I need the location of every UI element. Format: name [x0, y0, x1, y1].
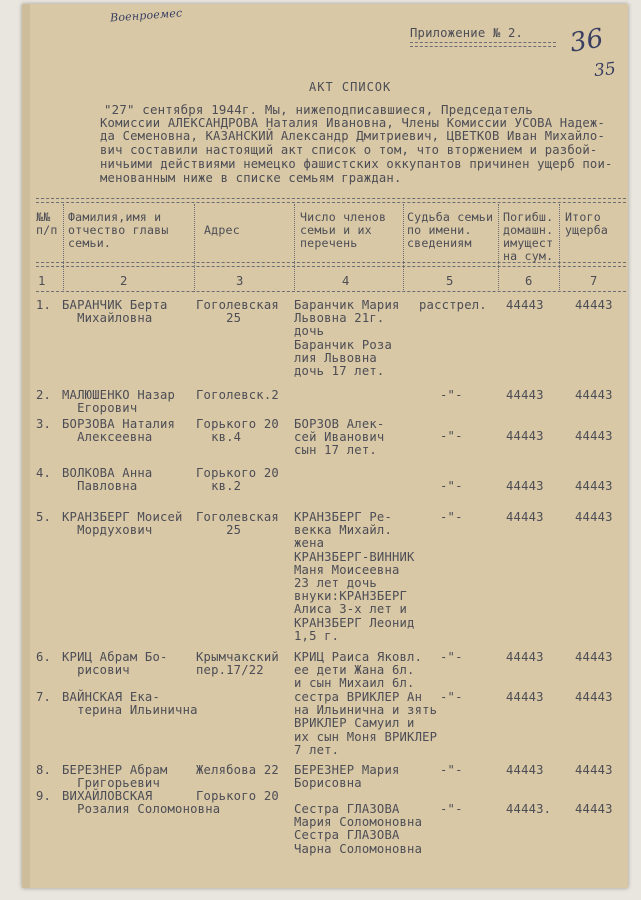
intro-line-5: ничьими действиями немецко фашистских оккупантов причинен ущерб пои-: [100, 157, 613, 171]
row-4-total: 44443: [575, 479, 613, 493]
row-8-members: БЕРЕЗНЕР Мария Борисовна: [294, 763, 400, 791]
col-sep-1: [63, 204, 64, 292]
row-7-members: сестра ВРИКЛЕР Ан на Ильинична и зять ВРИКЛЕР Самуил и их сын Моня ВРИКЛЕР 7 лет.: [294, 690, 438, 757]
col-sep-6: [559, 204, 560, 292]
row-2-total: 44443: [575, 388, 613, 402]
row-6-members: КРИЦ Раиса Яковл. ее дети Жана 6л. и сын Михаил 6л.: [294, 650, 423, 691]
row-5-total: 44443: [575, 510, 613, 524]
col-number-5: 5: [446, 274, 454, 288]
row-6-property: 44443: [506, 650, 544, 664]
row-7-property: 44443: [506, 690, 544, 704]
appendix-label: Приложение № 2.: [410, 26, 524, 40]
col-number-1: 1: [38, 274, 46, 288]
row-5-members: КРАНЗБЕРГ Ре- векка Михайл. жена КРАНЗБЕРГ-ВИННИК Маня Моисеевна 23 лет дочь внуки:КРАНЗБЕРГ Алиса 3-х лет и КРАНЗБЕРГ Леонид 1,5 г.: [294, 510, 415, 643]
table-rule-mid-2: [36, 266, 626, 267]
row-9-num: 9.: [36, 789, 52, 803]
row-7-num: 7.: [36, 690, 52, 704]
row-9-property: 44443.: [506, 802, 552, 816]
row-5-name: КРАНЗБЕРГ Моисей Мордухович: [62, 510, 183, 538]
table-rule-top: [36, 198, 626, 199]
corner-note: Военроемес: [109, 6, 183, 25]
row-2-name: МАЛЮШЕНКО Назар Егорович: [62, 388, 176, 416]
intro-line-3: да Семеновна, КАЗАНСКИЙ Александр Дмитриевич, ЦВЕТКОВ Иван Михайло-: [100, 129, 606, 143]
row-3-num: 3.: [36, 417, 52, 431]
header-address: Адрес: [204, 223, 240, 237]
row-3-total: 44443: [575, 429, 613, 443]
col-number-2: 2: [120, 274, 128, 288]
row-4-property: 44443: [506, 479, 544, 493]
header-fate: Судьба семьи по имени. сведениям: [407, 210, 494, 250]
archive-mark-bottom: 35: [593, 58, 618, 82]
row-9-name: ВИХАЙЛОВСКАЯ Розалия Соломоновна: [62, 789, 221, 817]
row-5-address: Гоголевская 25: [196, 510, 279, 538]
row-2-fate: -"-: [440, 388, 463, 402]
row-3-name: БОРЗОВА Наталия Алексеевна: [62, 417, 176, 445]
appendix-underline: [410, 42, 556, 43]
col-sep-3: [294, 204, 295, 292]
row-9-address: Горького 20: [196, 789, 279, 803]
col-number-6: 6: [525, 274, 533, 288]
document-page: [22, 4, 628, 888]
row-9-fate: -"-: [440, 802, 463, 816]
row-1-name: БАРАНЧИК Берта Михайловна: [62, 298, 168, 326]
row-8-fate: -"-: [440, 763, 463, 777]
intro-line-1: "27" сентября 1944г. Мы, нижеподписавшиеся, Председатель: [104, 102, 533, 117]
row-7-fate: -"-: [440, 690, 463, 704]
row-2-address: Гоголевск.2: [196, 388, 279, 402]
row-4-num: 4.: [36, 466, 52, 480]
intro-line-4: вич составили настоящий акт список о том, что вторжением и разбой-: [100, 143, 598, 157]
row-3-property: 44443: [506, 429, 544, 443]
row-1-total: 44443: [575, 298, 613, 312]
row-8-num: 8.: [36, 763, 52, 777]
doc-title: АКТ СПИСОК: [309, 80, 392, 94]
row-9-members: Сестра ГЛАЗОВА Мария Соломоновна Сестра ГЛАЗОВА Чарна Соломоновна: [294, 802, 423, 856]
intro-line-6: менованным ниже в списке семьям граждан.: [100, 171, 402, 185]
row-4-fate: -"-: [440, 479, 463, 493]
table-rule-top-2: [36, 202, 626, 203]
row-8-total: 44443: [575, 763, 613, 777]
row-8-name: БЕРЕЗНЕР Абрам Григорьевич: [62, 763, 168, 791]
col-sep-5: [498, 204, 499, 292]
col-sep-4: [403, 204, 404, 292]
row-7-total: 44443: [575, 690, 613, 704]
row-4-name: ВОЛКОВА Анна Павловна: [62, 466, 153, 494]
col-number-3: 3: [236, 274, 244, 288]
row-5-fate: -"-: [440, 510, 463, 524]
row-5-property: 44443: [506, 510, 544, 524]
row-1-property: 44443: [506, 298, 544, 312]
header-name: Фамилия,имя и отчество главы семьи.: [68, 210, 169, 250]
row-1-members: Баранчик Мария Львовна 21г. дочь Баранчик Роза лия Львовна дочь 17 лет.: [294, 298, 400, 379]
header-property: Погибш. домашн. имущест на сум.: [503, 210, 554, 263]
header-num: №№ п/п: [36, 210, 58, 237]
row-2-num: 2.: [36, 388, 52, 402]
row-6-address: Крымчакский пер.17/22: [196, 650, 279, 678]
table-rule-cols: [36, 291, 626, 292]
row-6-fate: -"-: [440, 650, 463, 664]
row-7-name: ВАЙНСКАЯ Ека- терина Ильинична: [62, 690, 198, 718]
row-6-num: 6.: [36, 650, 52, 664]
row-8-address: Желябова 22: [196, 763, 279, 777]
page-edge: [22, 4, 30, 888]
header-members: Число членов семьи и их перечень: [300, 210, 387, 250]
col-number-7: 7: [590, 274, 598, 288]
row-8-property: 44443: [506, 763, 544, 777]
row-6-name: КРИЦ Абрам Бо- рисович: [62, 650, 168, 678]
col-number-4: 4: [342, 274, 350, 288]
appendix-underline-2: [410, 46, 556, 47]
row-2-property: 44443: [506, 388, 544, 402]
row-3-address: Горького 20 кв.4: [196, 417, 279, 445]
row-4-address: Горького 20 кв.2: [196, 466, 279, 494]
row-3-members: БОРЗОВ Алек- сей Иванович сын 17 лет.: [294, 417, 385, 458]
col-sep-2: [194, 204, 195, 292]
row-1-fate: расстрел.: [419, 298, 487, 312]
archive-mark-top: 36: [567, 23, 606, 59]
row-3-fate: -"-: [440, 429, 463, 443]
intro-line-2: Комиссии АЛЕКСАНДРОВА Наталия Ивановна, Члены Комиссии УСОВА Надеж-: [100, 116, 606, 130]
row-9-total: 44443: [575, 802, 613, 816]
row-1-num: 1.: [36, 298, 52, 312]
row-6-total: 44443: [575, 650, 613, 664]
row-5-num: 5.: [36, 510, 52, 524]
header-total: Итого ущерба: [565, 210, 609, 237]
row-1-address: Гоголевская 25: [196, 298, 279, 326]
